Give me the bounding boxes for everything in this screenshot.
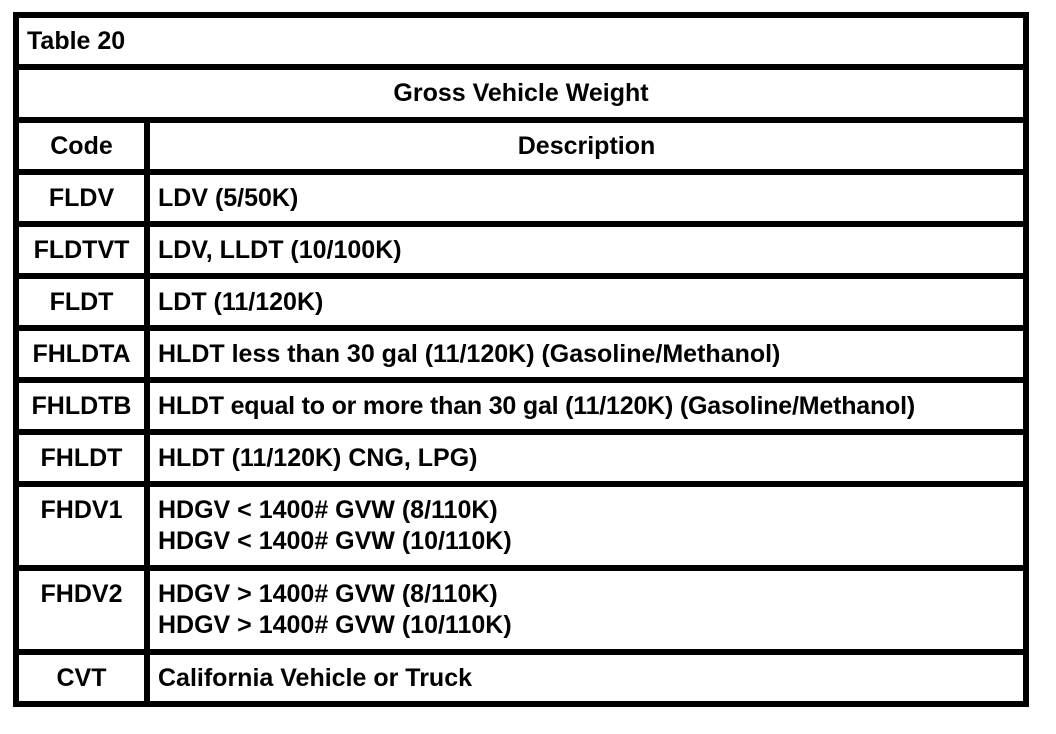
table-subtitle: Gross Vehicle Weight xyxy=(19,70,1023,117)
row-description-line: LDV (5/50K) xyxy=(158,184,299,212)
row-code: FLDV xyxy=(19,175,144,221)
row-description-line: HLDT less than 30 gal (11/120K) (Gasoline/Methanol) xyxy=(158,340,781,368)
row-description xyxy=(150,571,1023,649)
row-description-line: HDGV > 1400# GVW (10/110K) xyxy=(158,611,512,639)
table-row xyxy=(19,487,1023,565)
row-description-line: LDV, LLDT (10/100K) xyxy=(158,236,402,264)
row-code: FLDTVT xyxy=(19,227,144,273)
row-description-line: HDGV > 1400# GVW (8/110K) xyxy=(158,580,498,608)
row-description-line: LDT (11/120K) xyxy=(158,288,324,316)
row-code: FHLDTA xyxy=(19,331,144,377)
row-description-line: HDGV < 1400# GVW (10/110K) xyxy=(158,527,512,555)
row-description xyxy=(150,175,1023,221)
table-row xyxy=(19,331,1023,377)
table-row xyxy=(19,279,1023,325)
table-title: Table 20 xyxy=(19,18,1023,64)
table-title-row xyxy=(19,18,1023,64)
description-column-header: Description xyxy=(150,123,1023,169)
table-row xyxy=(19,435,1023,481)
row-description xyxy=(150,383,1023,429)
code-column-header: Code xyxy=(19,123,144,169)
table-header-row xyxy=(19,123,1023,169)
row-description xyxy=(150,331,1023,377)
row-code: FLDT xyxy=(19,279,144,325)
gross-vehicle-weight-table xyxy=(13,12,1029,707)
table-row xyxy=(19,571,1023,649)
row-description xyxy=(150,227,1023,273)
row-description-line: HLDT (11/120K) CNG, LPG) xyxy=(158,444,478,472)
row-code: CVT xyxy=(19,655,144,701)
row-description-line: HLDT equal to or more than 30 gal (11/120K) (Gasoline/Methanol) xyxy=(158,392,915,420)
row-description xyxy=(150,435,1023,481)
row-code: FHLDTB xyxy=(19,383,144,429)
row-code: FHDV2 xyxy=(19,571,144,649)
table-row xyxy=(19,175,1023,221)
row-description xyxy=(150,655,1023,701)
table-row xyxy=(19,655,1023,701)
row-description xyxy=(150,279,1023,325)
row-code: FHLDT xyxy=(19,435,144,481)
table-subtitle-row xyxy=(19,70,1023,117)
row-description-line: California Vehicle or Truck xyxy=(158,664,473,692)
row-code: FHDV1 xyxy=(19,487,144,565)
table-row xyxy=(19,383,1023,429)
row-description xyxy=(150,487,1023,565)
table-row xyxy=(19,227,1023,273)
row-description-line: HDGV < 1400# GVW (8/110K) xyxy=(158,496,498,524)
